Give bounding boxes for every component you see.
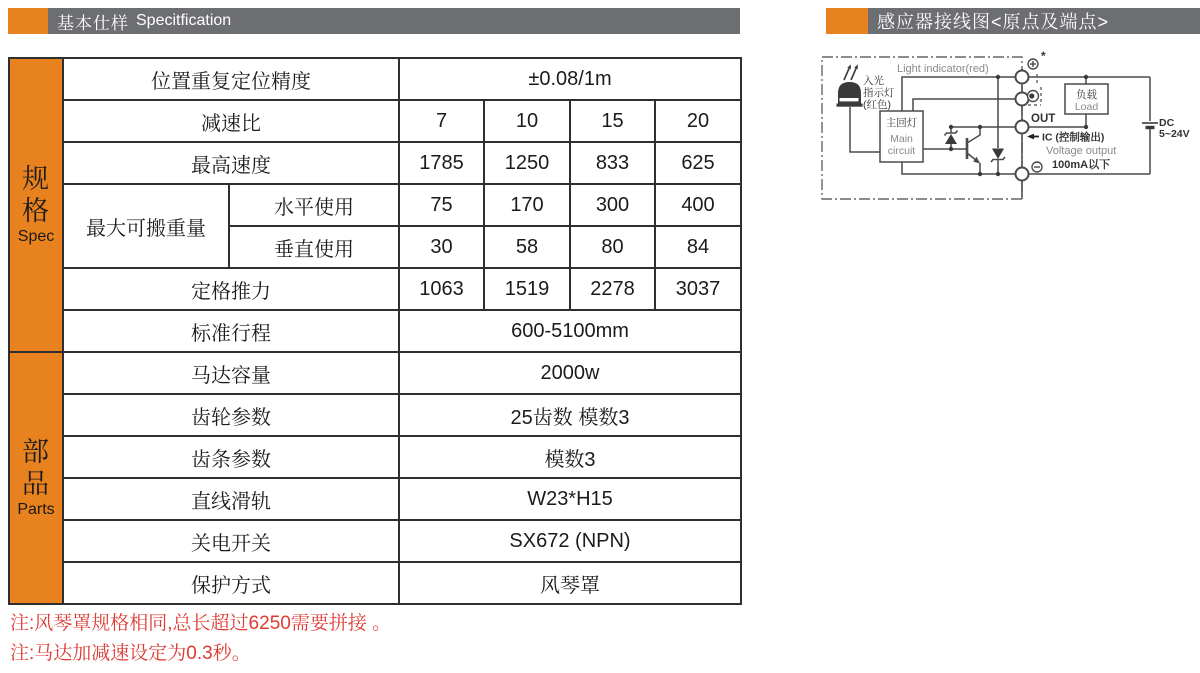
asterisk-mark: * [1041,49,1046,63]
section-label-en: Spec [17,228,55,246]
main-circuit-label-en: circuit [887,145,916,157]
cell-value: 1519 [484,268,570,310]
light-in-label: 入光 [863,75,884,87]
table-row [9,520,741,562]
cell-value: 833 [570,142,655,184]
aux-symbol-icon [1028,74,1042,105]
table-row [9,352,741,394]
wiring-diagram [815,47,1200,212]
cell-value: 1063 [399,268,484,310]
dc-label: DC [1159,117,1175,129]
led-indicator-icon [837,64,863,106]
row-label: 马达容量 [63,352,399,394]
table-row [9,310,741,352]
load-label-zh: 负载 [1076,89,1097,101]
light-indicator-label: Light indicator(red) [897,63,989,75]
minus-symbol-icon [1032,162,1042,172]
table-row [9,268,741,310]
spec-table-container [8,57,742,605]
row-value: ±0.08/1m [399,58,741,100]
orange-accent-block [826,8,868,34]
zener-diode-icon [991,149,1005,163]
row-label: 最大可搬重量 [63,184,229,268]
row-value: 模数3 [399,436,741,478]
table-row [9,100,741,142]
spec-header-title-en: Specitfication [136,12,232,29]
dc-voltage-label: 5~24V [1159,128,1190,140]
row-label: 齿轮参数 [63,394,399,436]
row-label: 关电开关 [63,520,399,562]
cell-value: 58 [484,226,570,268]
row-label: 保护方式 [63,562,399,604]
row-label: 标准行程 [63,310,399,352]
row-label: 齿条参数 [63,436,399,478]
row-label: 最高速度 [63,142,399,184]
section-cell-spec [9,58,63,352]
battery-icon [1142,123,1158,128]
row-sublabel: 垂直使用 [229,226,399,268]
cell-value: 1250 [484,142,570,184]
terminal-aux [1016,93,1029,106]
section-label-en: Parts [17,501,55,519]
row-value: 25齿数 模数3 [399,394,741,436]
zener-diode-icon [945,131,958,145]
table-row [9,58,741,100]
voltage-output-label: Voltage output [1046,145,1117,157]
cell-value: 400 [655,184,741,226]
light-in-label: 指示灯 [863,87,895,99]
wiring-section-header [826,8,1200,34]
light-in-label: (红色) [863,99,891,111]
ic-label: IC (控制输出) [1042,131,1105,144]
table-row [9,394,741,436]
footnote-line: 注:马达加减速设定为0.3秒。 [10,643,251,664]
cell-value: 84 [655,226,741,268]
table-row [9,184,741,226]
cell-value: 170 [484,184,570,226]
plus-symbol-icon [1028,59,1038,69]
terminal-plus [1016,71,1029,84]
table-row [9,436,741,478]
cell-value: 15 [570,100,655,142]
out-label: OUT [1031,113,1056,125]
cell-value: 7 [399,100,484,142]
row-value: SX672 (NPN) [399,520,741,562]
section-label-char: 品 [22,468,50,499]
terminal-out [1016,121,1029,134]
row-value: 2000w [399,352,741,394]
row-value: 600-5100mm [399,310,741,352]
cell-value: 80 [570,226,655,268]
cell-value: 1785 [399,142,484,184]
row-label: 定格推力 [63,268,399,310]
footnotes [10,609,391,669]
cell-value: 300 [570,184,655,226]
row-label: 直线滑轨 [63,478,399,520]
footnote-line: 注:风琴罩规格相同,总长超过6250需要拼接 。 [10,613,392,634]
section-cell-parts [9,352,63,604]
row-label: 减速比 [63,100,399,142]
sensor-wiring-diagram-svg [815,47,1200,207]
spec-table [8,57,742,605]
cell-value: 625 [655,142,741,184]
row-label: 位置重复定位精度 [63,58,399,100]
cell-value: 30 [399,226,484,268]
spec-header-bar [48,8,740,34]
spec-header-title-zh: 基本仕样 [57,13,129,33]
table-row [9,562,741,604]
terminal-minus [1016,168,1029,181]
table-row [9,142,741,184]
row-value: 风琴罩 [399,562,741,604]
row-sublabel: 水平使用 [229,184,399,226]
wiring-header-bar [868,8,1200,34]
cell-value: 10 [484,100,570,142]
cell-value: 75 [399,184,484,226]
cell-value: 20 [655,100,741,142]
ic-arrow-icon [1027,134,1039,140]
load-label-en: Load [1074,101,1099,113]
section-label-char: 规 [22,163,50,194]
section-label-char: 部 [22,436,50,467]
section-label-char: 格 [22,195,50,226]
spec-section-header [8,8,740,34]
row-value: W23*H15 [399,478,741,520]
cell-value: 2278 [570,268,655,310]
orange-accent-block [8,8,48,34]
cell-value: 3037 [655,268,741,310]
wiring-header-title: 感应器接线图<原点及端点> [877,12,1110,32]
main-circuit-label-zh: 主回灯 [885,117,918,129]
current-limit-label: 100mA以下 [1052,159,1111,171]
main-circuit-label-en: Main [890,133,913,145]
table-row [9,478,741,520]
